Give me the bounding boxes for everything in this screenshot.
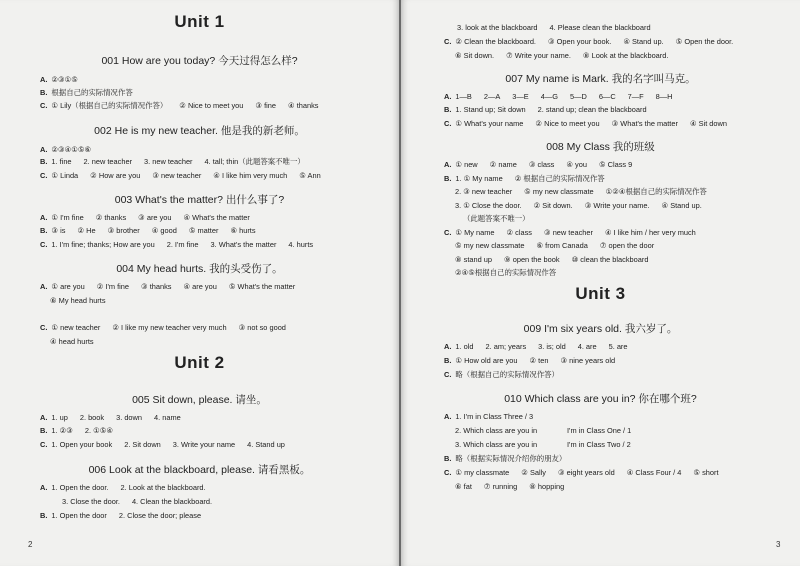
- l001-c: C. ① Lily（根据自己的实际情况作答） ② Nice to meet you ③ fine ④ thanks: [40, 101, 319, 110]
- l003-c: C. 1. I'm fine; thanks; How are you 2. I'm fine 3. What's the matter 4. hurts: [40, 240, 314, 249]
- l003-a: A. ① I'm fine ② thanks ③ are you ④ What's the matter: [40, 213, 250, 222]
- l009-b: B. ① How old are you ② ten ③ nine years old: [444, 356, 616, 365]
- left-page: [0, 0, 399, 566]
- l005-a: A. 1. up 2. book 3. down 4. name: [40, 413, 181, 422]
- l006-c-cont: ⑥ Sit down. ⑦ Write your name. ⑧ Look at the blackboard.: [455, 51, 669, 60]
- l008-b4: （此题答案不唯一）: [463, 214, 530, 223]
- l006-a-cont: 3. Close the door. 4. Clean the blackboard.: [62, 497, 213, 506]
- l009-c: C. 略（根据自己的实际情况作答）: [444, 370, 559, 379]
- l005-c: C. 1. Open your book 2. Sit down 3. Write your name 4. Stand up: [40, 440, 285, 449]
- page-number-left: 2: [28, 540, 33, 549]
- l008-c2: ⑤ my new classmate ⑥ from Canada ⑦ open the door: [455, 241, 655, 250]
- l008-c1: C. ① My name ② class ③ new teacher ④ I like him / her very much: [444, 228, 696, 237]
- l004-a: A. ① are you ② I'm fine ③ thanks ④ are you ⑤ What's the matter: [40, 282, 296, 291]
- l008-b1: B. 1. ① My name ② 根据自己的实际情况作答: [444, 174, 605, 183]
- lesson-003-title: 003 What's the matter? 出什么事了?: [114, 194, 285, 206]
- l006-b: B. 1. Open the door 2. Close the door; please: [40, 511, 202, 520]
- lesson-002-title: 002 He is my new teacher. 他是我的新老师。: [94, 125, 305, 137]
- l006-c: C. ② Clean the blackboard. ③ Open your book. ④ Stand up. ⑤ Open the door.: [444, 37, 734, 46]
- l002-a: A. ②③④①⑤⑥: [40, 145, 92, 154]
- lesson-007-title: 007 My name is Mark. 我的名字叫马克。: [505, 73, 696, 85]
- l006-a: A. 1. Open the door. 2. Look at the blackboard.: [40, 483, 206, 492]
- l008-b2: 2. ③ new teacher ⑤ my new classmate ①②④根据自己的实际情况作答: [455, 187, 707, 196]
- l008-b3: 3. ① Close the door. ② Sit down. ③ Write your name. ④ Stand up.: [455, 201, 702, 210]
- lesson-009-title: 009 I'm six years old. 我六岁了。: [523, 323, 678, 335]
- lesson-004-title: 004 My head hurts. 我的头受伤了。: [116, 263, 283, 275]
- lesson-010-title: 010 Which class are you in? 你在哪个班?: [504, 393, 697, 405]
- page-number-right: 3: [776, 540, 781, 549]
- l002-b: B. 1. fine 2. new teacher 3. new teacher 4. tall; thin（此题答案不唯一）: [40, 157, 305, 166]
- l010-b: B. 略（根据实际情况介绍你的朋友）: [444, 454, 567, 463]
- l004-c-cont: ④ head hurts: [50, 337, 94, 346]
- unit1-title: Unit 1: [174, 12, 225, 31]
- l008-c4: ②④⑤根据自己的实际情况作答: [455, 268, 557, 277]
- l008-a: A. ① new ② name ③ class ④ you ⑤ Class 9: [444, 160, 633, 169]
- l005-b: B. 1. ②③ 2. ①⑤④: [40, 426, 113, 435]
- l010-a1: A. 1. I'm in Class Three / 3: [444, 412, 534, 421]
- l006-b-cont: 3. look at the blackboard 4. Please clean the blackboard: [457, 23, 651, 32]
- unit3-title: Unit 3: [575, 284, 626, 303]
- l010-c1: C. ① my classmate ② Sally ③ eight years old ④ Class Four / 4 ⑤ short: [444, 468, 719, 477]
- lesson-001-title: 001 How are you today? 今天过得怎么样?: [101, 55, 298, 67]
- right-page: [401, 0, 800, 566]
- l004-c: C. ① new teacher ② I like my new teacher very much ③ not so good: [40, 323, 286, 332]
- l004-a-cont: ⑥ My head hurts: [50, 296, 106, 305]
- l007-b: B. 1. Stand up; Sit down 2. stand up; clean the blackboard: [444, 105, 647, 114]
- lesson-008-title: 008 My Class 我的班级: [546, 141, 655, 153]
- l001-a: A. ②③①⑤: [40, 75, 78, 84]
- l010-c2: ⑥ fat ⑦ running ⑧ hopping: [455, 482, 565, 491]
- l002-c: C. ① Linda ② How are you ③ new teacher ④ I like him very much ⑤ Ann: [40, 171, 321, 180]
- l003-b: B. ③ is ② He ③ brother ④ good ⑤ matter ⑥ hurts: [40, 226, 256, 235]
- l008-c3: ⑧ stand up ⑨ open the book ⑩ clean the blackboard: [455, 255, 649, 264]
- lesson-005-title: 005 Sit down, please. 请坐。: [132, 394, 267, 406]
- l009-a: A. 1. old 2. am; years 3. is; old 4. are 5. are: [444, 342, 628, 351]
- l010-a3: 3. Which class are you in I'm in Class Two / 2: [455, 440, 631, 449]
- l007-c: C. ① What's your name ② Nice to meet you ③ What's the matter ④ Sit down: [444, 119, 727, 128]
- l007-a: A. 1—B 2—A 3—E 4—G 5—D 6—C 7—F 8—H: [444, 92, 673, 101]
- l001-b: B. 根据自己的实际情况作答: [40, 88, 133, 97]
- unit2-title: Unit 2: [174, 353, 225, 372]
- l010-a2: 2. Which class are you in I'm in Class One / 1: [455, 426, 632, 435]
- lesson-006-title: 006 Look at the blackboard, please. 请看黑板。: [88, 464, 311, 476]
